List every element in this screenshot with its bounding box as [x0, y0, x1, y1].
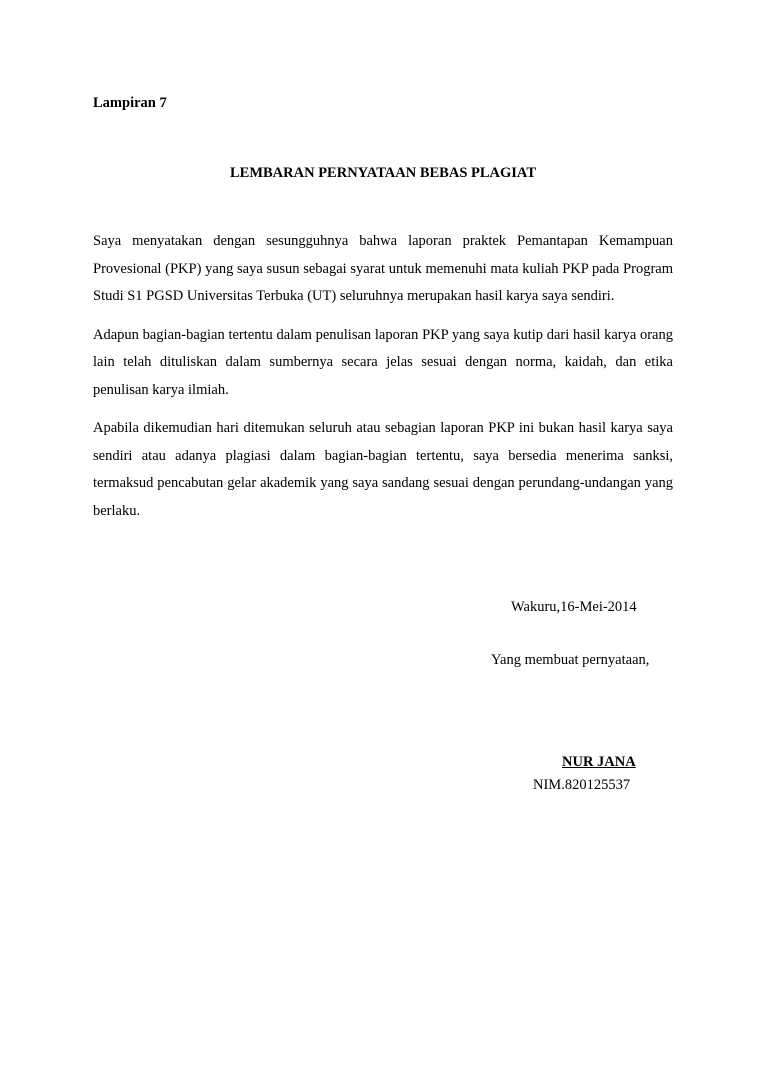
appendix-label: Lampiran 7: [93, 95, 167, 111]
document-title-text: LEMBARAN PERNYATAAN BEBAS PLAGIAT: [229, 165, 536, 181]
statement-body: [93, 228, 673, 536]
signer-name: NUR JANA: [562, 754, 636, 770]
place-and-date: Wakuru,16-Mei-2014: [511, 599, 637, 615]
statement-paragraph-2: Adapun bagian-bagian tertentu dalam penulisan laporan PKP yang saya kutip dari hasil karya orang lain telah dituliskan dalam sumbernya secara jelas sesuai dengan norma, kaidah, dan etika penulisan karya ilmiah.: [93, 326, 673, 398]
signer-note: Yang membuat pernyataan,: [491, 652, 650, 668]
statement-paragraph-1: Saya menyatakan dengan sesungguhnya bahwa laporan praktek Pemantapan Kemampuan Provesional (PKP) yang saya susun sebagai syarat untuk memenuhi mata kuliah PKP pada Program Studi S1 PGSD Universitas Terbuka (UT) seluruhnya merupakan hasil karya saya sendiri.: [93, 233, 673, 304]
document-title: [0, 164, 768, 182]
signer-id-number: NIM.820125537: [533, 777, 631, 793]
statement-paragraph-3: Apabila dikemudian hari ditemukan seluruh atau sebagian laporan PKP ini bukan hasil karya saya sendiri atau adanya plagiasi dalam bagian-bagian tertentu, saya bersedia menerima sanksi, termaksud pencabutan gelar akademik yang saya sandang sesuai dengan perundang-undangan yang berlaku.: [93, 420, 673, 519]
